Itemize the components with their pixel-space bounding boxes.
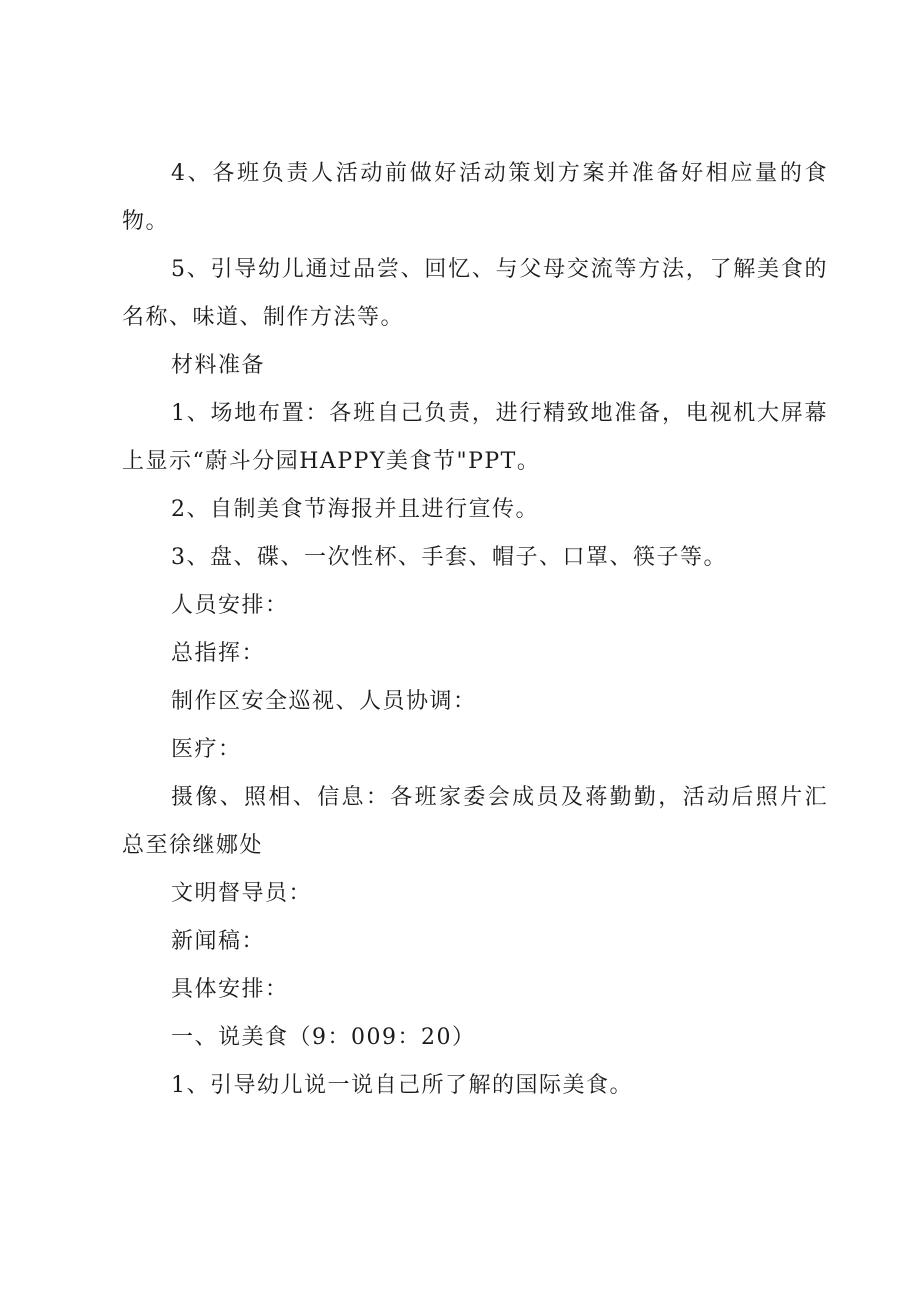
schedule-item-1: 1、引导幼儿说一说自己所了解的国际美食。 xyxy=(171,1073,633,1098)
document-body xyxy=(122,150,828,1110)
heading-staffing: 人员安排： xyxy=(171,593,289,618)
staff-medical: 医疗： xyxy=(171,737,242,762)
paragraph-item-4-food: 4、各班负责人活动前做好活动策划方案并准备好相应量的食物。 xyxy=(122,161,828,234)
paragraph-venue-setup: 1、场地布置：各班自己负责，进行精致地准备，电视机大屏幕上显示“蔚斗分园HAPPY美食节"PPT。 xyxy=(122,401,828,474)
heading-schedule: 具体安排： xyxy=(171,977,289,1002)
staff-photo-info: 摄像、照相、信息：各班家委会成员及蒋勤勤，活动后照片汇总至徐继娜处 xyxy=(122,785,828,858)
paragraph-item-5-guide: 5、引导幼儿通过品尝、回忆、与父母交流等方法，了解美食的名称、味道、制作方法等。 xyxy=(122,257,828,330)
staff-civility-supervisor: 文明督导员： xyxy=(171,881,313,906)
staff-commander: 总指挥： xyxy=(171,641,266,666)
schedule-section-one: 一、说美食（9：009：20） xyxy=(171,1025,476,1050)
staff-press-release: 新闻稿： xyxy=(171,929,266,954)
paragraph-poster: 2、自制美食节海报并且进行宣传。 xyxy=(171,497,539,522)
staff-safety-patrol: 制作区安全巡视、人员协调： xyxy=(171,689,477,714)
paragraph-supplies: 3、盘、碟、一次性杯、手套、帽子、口罩、筷子等。 xyxy=(171,545,727,570)
heading-materials: 材料准备 xyxy=(171,353,266,378)
